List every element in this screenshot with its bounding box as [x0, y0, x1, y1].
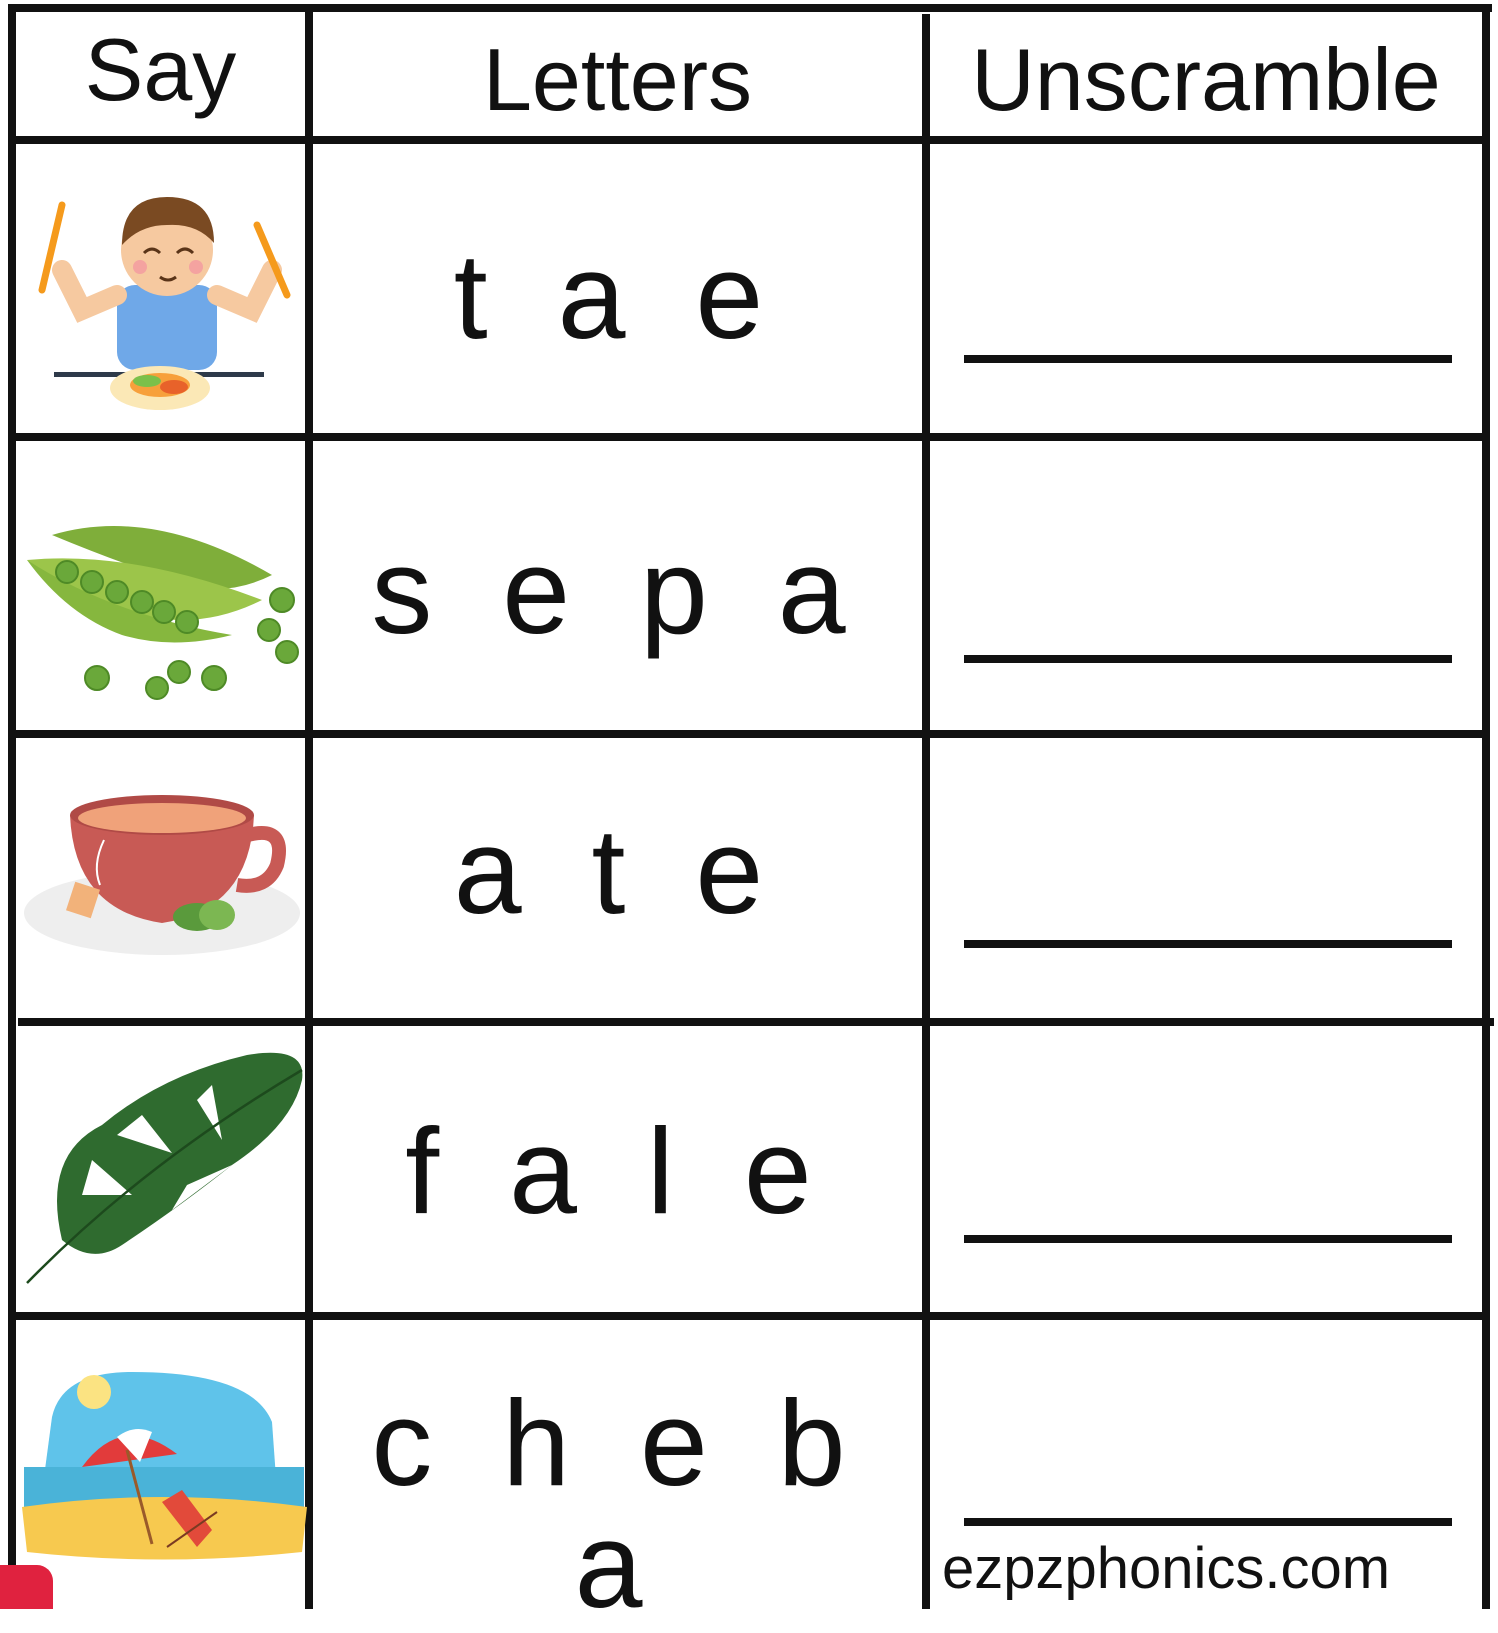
pea-pods-icon: [22, 520, 307, 710]
scrambled-letters-4: f a l e: [405, 1103, 830, 1239]
child-eating-icon: [22, 175, 302, 425]
table-right-border: [1482, 4, 1490, 1609]
corner-badge: [0, 1565, 53, 1609]
header-letters: Letters: [482, 30, 753, 129]
row-divider-3: [18, 1018, 1494, 1026]
scrambled-letters-5: c h e b a: [371, 1375, 864, 1633]
scrambled-letters-2: s e p a: [371, 523, 864, 659]
row-divider-2: [8, 730, 1490, 738]
answer-line-2[interactable]: [964, 655, 1452, 663]
banana-leaf-icon: [22, 1045, 307, 1285]
row-divider-1: [8, 433, 1490, 441]
scrambled-letters-3: a t e: [453, 803, 782, 939]
scrambled-letters-1: t a e: [453, 228, 782, 364]
tea-cup-icon: [22, 785, 302, 965]
column-divider-2: [922, 14, 930, 1609]
row-divider-4: [8, 1312, 1490, 1320]
table-top-border: [8, 4, 1492, 12]
header-unscramble: Unscramble: [971, 30, 1441, 129]
answer-line-3[interactable]: [964, 940, 1452, 948]
website-footer: ezpzphonics.com: [942, 1536, 1391, 1601]
beach-scene-icon: [22, 1362, 307, 1572]
header-say: Say: [84, 20, 237, 119]
table-left-border: [8, 4, 16, 1609]
answer-line-4[interactable]: [964, 1235, 1452, 1243]
answer-line-5[interactable]: [964, 1518, 1452, 1526]
header-row-divider: [8, 136, 1490, 144]
answer-line-1[interactable]: [964, 355, 1452, 363]
